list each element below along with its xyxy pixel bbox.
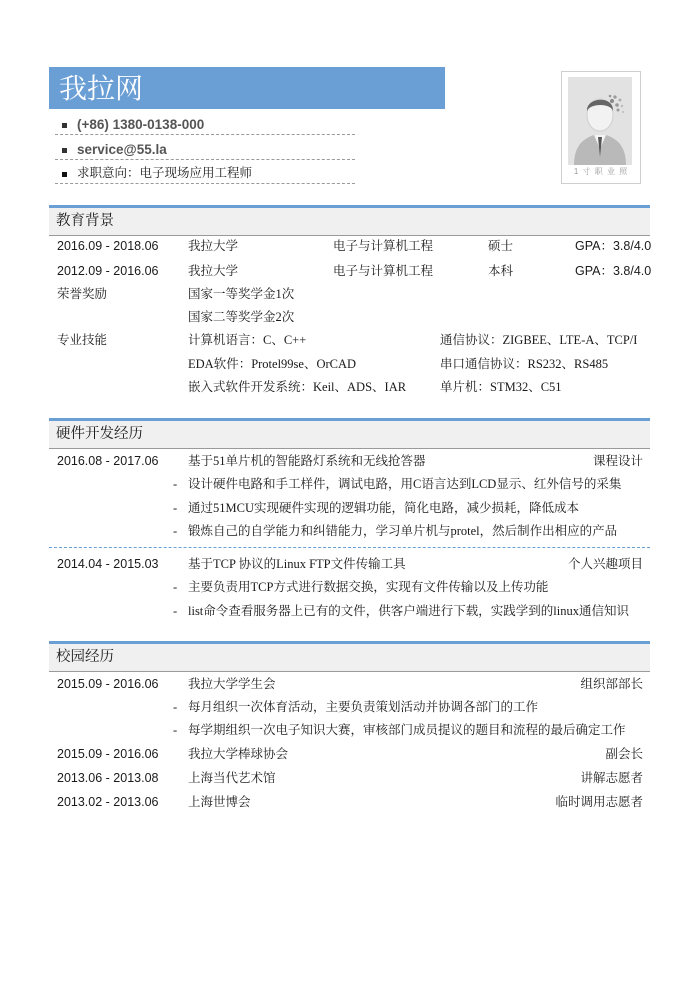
honor-item: 国家二等奖学金2次 — [188, 310, 295, 324]
divider — [55, 159, 355, 160]
honor-item: 国家一等奖学金1次 — [188, 287, 295, 301]
dash-bullet-icon: - — [173, 477, 178, 491]
project-bullet: 锻炼自己的自学能力和纠错能力，学习单片机与protel，然后制作出相应的产品 — [188, 524, 618, 538]
dash-bullet-icon: - — [173, 723, 178, 737]
project-name: 基于51单片机的智能路灯系统和无线抢答器 — [188, 454, 426, 468]
campus-date: 2013.06 - 2013.08 — [57, 771, 159, 785]
objective-label: 求职意向： — [77, 166, 140, 180]
edu-major: 电子与计算机工程 — [333, 264, 434, 278]
campus-role: 讲解志愿者 — [580, 771, 643, 785]
bullet-icon — [62, 172, 67, 177]
section-title: 校园经历 — [56, 649, 114, 665]
edu-date: 2016.09 - 2018.06 — [57, 239, 159, 253]
skill-item: 单片机：STM32、C51 — [440, 380, 562, 394]
campus-org: 上海当代艺术馆 — [188, 771, 276, 785]
project-divider — [49, 547, 650, 548]
edu-school: 我拉大学 — [188, 264, 239, 278]
email-line — [62, 141, 167, 159]
project-bullet: 主要负责用TCP方式进行数据交换，实现有文件传输以及上传功能 — [188, 580, 549, 594]
skill-item: 串口通信协议：RS232、RS485 — [440, 357, 609, 371]
divider — [55, 134, 355, 135]
campus-org: 上海世博会 — [188, 795, 251, 809]
edu-gpa: GPA：3.8/4.0 — [575, 239, 652, 253]
divider — [55, 183, 355, 184]
campus-role: 组织部部长 — [580, 677, 643, 691]
edu-degree: 硕士 — [488, 239, 514, 253]
section-rule — [49, 448, 650, 449]
campus-date: 2015.09 - 2016.06 — [57, 747, 159, 761]
skill-item: EDA软件：Protel99se、OrCAD — [188, 357, 357, 371]
skills-label: 专业技能 — [57, 333, 108, 347]
campus-bullet: 每学期组织一次电子知识大赛，审核部门成员提议的题目和流程的最后确定工作 — [188, 723, 626, 737]
bullet-icon — [62, 148, 67, 153]
project-bullet: list命令查看服务器上已有的文件，供客户端进行下载，实践学到的linux通信知识 — [188, 604, 629, 618]
dash-bullet-icon: - — [173, 604, 178, 618]
edu-major: 电子与计算机工程 — [333, 239, 434, 253]
section-title: 教育背景 — [56, 213, 114, 229]
campus-org: 我拉大学棒球协会 — [188, 747, 289, 761]
dash-bullet-icon: - — [173, 501, 178, 515]
project-bullet: 设计硬件电路和手工样件，调试电路，用C语言达到LCD显示、红外信号的采集 — [188, 477, 622, 491]
section-title: 硬件开发经历 — [56, 426, 143, 442]
skill-item: 通信协议：ZIGBEE、LTE-A、TCP/I — [440, 333, 638, 347]
campus-date: 2015.09 - 2016.06 — [57, 677, 159, 691]
project-type: 个人兴趣项目 — [567, 557, 643, 571]
dash-bullet-icon: - — [173, 524, 178, 538]
skill-item: 嵌入式软件开发系统：Keil、ADS、IAR — [188, 380, 407, 394]
avatar-icon — [568, 77, 632, 165]
section-rule — [49, 671, 650, 672]
project-type: 课程设计 — [592, 454, 643, 468]
candidate-name: 我拉网 — [59, 72, 144, 105]
objective: 电子现场应用工程师 — [139, 166, 253, 180]
section-header-education — [49, 205, 650, 235]
campus-role: 副会长 — [605, 747, 643, 761]
project-bullet: 通过51MCU实现硬件实现的逻辑功能，简化电路，减少损耗，降低成本 — [188, 501, 579, 515]
project-date: 2014.04 - 2015.03 — [57, 557, 159, 571]
section-rule — [49, 235, 650, 236]
campus-bullet: 每月组织一次体育活动，主要负责策划活动并协调各部门的工作 — [188, 700, 539, 714]
bullet-icon — [62, 123, 67, 128]
objective-line — [62, 164, 252, 182]
email: service@55.la — [77, 142, 167, 157]
campus-org: 我拉大学学生会 — [188, 677, 276, 691]
dash-bullet-icon: - — [173, 700, 178, 714]
phone: (+86) 1380-0138-000 — [77, 117, 205, 132]
skill-item: 计算机语言：C、C++ — [188, 333, 307, 347]
campus-role: 临时调用志愿者 — [555, 795, 643, 809]
campus-date: 2013.02 - 2013.06 — [57, 795, 159, 809]
honors-label: 荣誉奖励 — [57, 287, 108, 301]
project-date: 2016.08 - 2017.06 — [57, 454, 159, 468]
photo-caption: 1 寸 职 业 照 — [573, 167, 629, 176]
edu-gpa: GPA：3.8/4.0 — [575, 264, 652, 278]
section-header-campus — [49, 641, 650, 671]
dash-bullet-icon: - — [173, 580, 178, 594]
edu-date: 2012.09 - 2016.06 — [57, 264, 159, 278]
edu-school: 我拉大学 — [188, 239, 239, 253]
edu-degree: 本科 — [488, 264, 514, 278]
project-name: 基于TCP 协议的Linux FTP文件传输工具 — [188, 557, 406, 571]
phone-line — [62, 116, 204, 134]
